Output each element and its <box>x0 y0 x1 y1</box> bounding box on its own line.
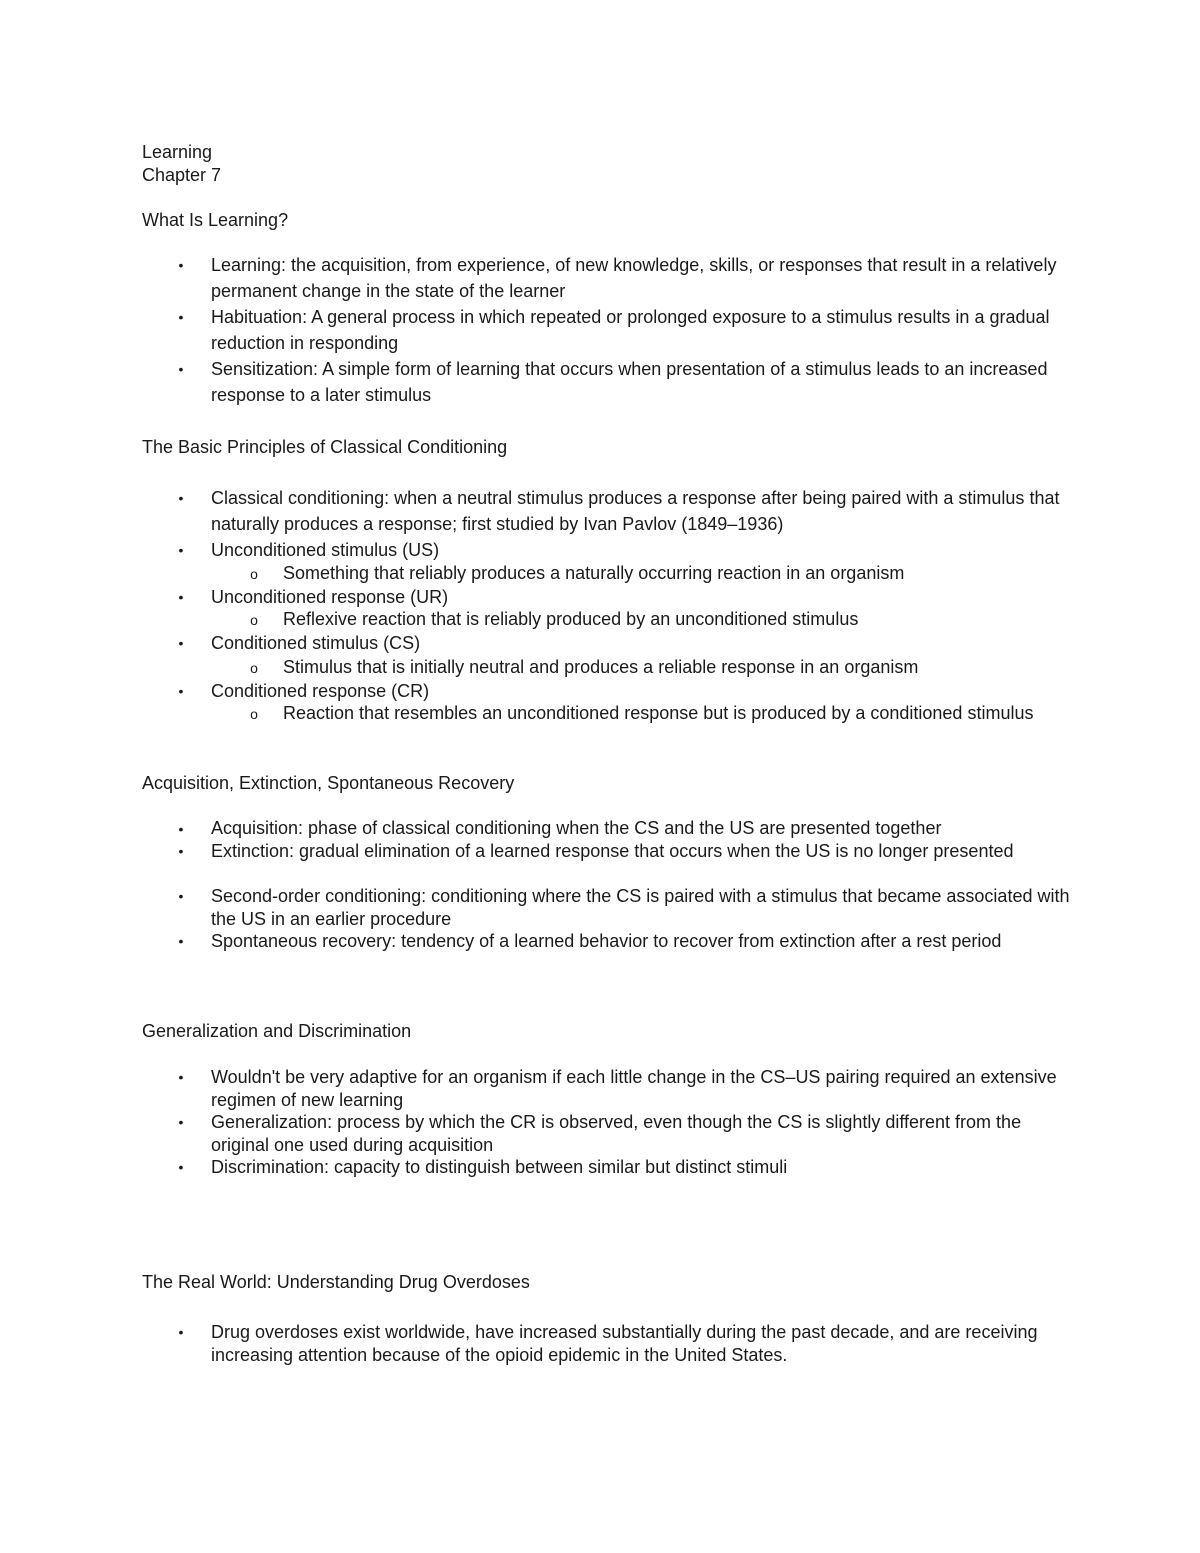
bullet-icon: • <box>178 933 184 949</box>
sub-bullet-icon: o <box>250 566 258 582</box>
list-item: Conditioned response (CR) <box>211 681 430 701</box>
section-heading: Generalization and Discrimination <box>142 1021 412 1041</box>
list-item: Sensitization: A simple form of learning that occurs when presentation of a stimulus leads to an increased response to a later stimulus <box>211 359 1048 405</box>
list-item: Acquisition: phase of classical conditioning when the CS and the US are presented together <box>211 818 942 838</box>
bullet-icon: • <box>178 309 184 325</box>
list-item: Conditioned stimulus (CS) <box>211 633 421 653</box>
list-item: Discrimination: capacity to distinguish between similar but distinct stimuli <box>211 1157 788 1177</box>
bullet-icon: • <box>178 589 184 605</box>
list-item: Extinction: gradual elimination of a learned response that occurs when the US is no longer presented <box>211 841 1014 861</box>
bullet-icon: • <box>178 1324 184 1340</box>
sub-bullet-icon: o <box>250 612 258 628</box>
sub-list-item: Something that reliably produces a naturally occurring reaction in an organism <box>283 563 905 583</box>
bullet-icon: • <box>178 843 184 859</box>
list-item: Classical conditioning: when a neutral stimulus produces a response after being paired with a stimulus that naturally produces a response; first studied by Ivan Pavlov (1849–1936) <box>211 488 1060 534</box>
bullet-icon: • <box>178 490 184 506</box>
bullet-icon: • <box>178 635 184 651</box>
document-subtitle: Chapter 7 <box>142 165 222 185</box>
bullet-icon: • <box>178 1159 184 1175</box>
list-item: Spontaneous recovery: tendency of a learned behavior to recover from extinction after a rest period <box>211 931 1002 951</box>
list-item: Wouldn't be very adaptive for an organism if each little change in the CS–US pairing required an extensive regimen of new learning <box>211 1067 1057 1110</box>
bullet-icon: • <box>178 361 184 377</box>
bullet-icon: • <box>178 888 184 904</box>
section-heading: The Real World: Understanding Drug Overdoses <box>142 1272 530 1292</box>
list-item: Unconditioned response (UR) <box>211 587 449 607</box>
bullet-icon: • <box>178 542 184 558</box>
list-item: Habituation: A general process in which repeated or prolonged exposure to a stimulus results in a gradual reduction in responding <box>211 307 1050 353</box>
document-title: Learning <box>142 142 213 162</box>
bullet-icon: • <box>178 257 184 273</box>
section-heading: The Basic Principles of Classical Conditioning <box>142 437 508 457</box>
bullet-icon: • <box>178 1069 184 1085</box>
list-item: Generalization: process by which the CR is observed, even though the CS is slightly different from the original one used during acquisition <box>211 1112 1022 1155</box>
sub-list-item: Stimulus that is initially neutral and produces a reliable response in an organism <box>283 657 919 677</box>
list-item: Drug overdoses exist worldwide, have increased substantially during the past decade, and are receiving increasing attention because of the opioid epidemic in the United States. <box>211 1322 1038 1365</box>
sub-bullet-icon: o <box>250 706 258 722</box>
list-item: Unconditioned stimulus (US) <box>211 540 440 560</box>
bullet-icon: • <box>178 821 184 837</box>
bullet-icon: • <box>178 683 184 699</box>
sub-list-item: Reaction that resembles an unconditioned response but is produced by a conditioned stimulus <box>283 703 1034 723</box>
sub-list-item: Reflexive reaction that is reliably produced by an unconditioned stimulus <box>283 609 859 629</box>
list-item: Learning: the acquisition, from experience, of new knowledge, skills, or responses that result in a relatively permanent change in the state of the learner <box>211 255 1057 301</box>
section-heading: What Is Learning? <box>142 210 289 230</box>
list-item: Second-order conditioning: conditioning where the CS is paired with a stimulus that became associated with the US in an earlier procedure <box>211 886 1070 929</box>
bullet-icon: • <box>178 1114 184 1130</box>
section-heading: Acquisition, Extinction, Spontaneous Recovery <box>142 773 515 793</box>
sub-bullet-icon: o <box>250 660 258 676</box>
